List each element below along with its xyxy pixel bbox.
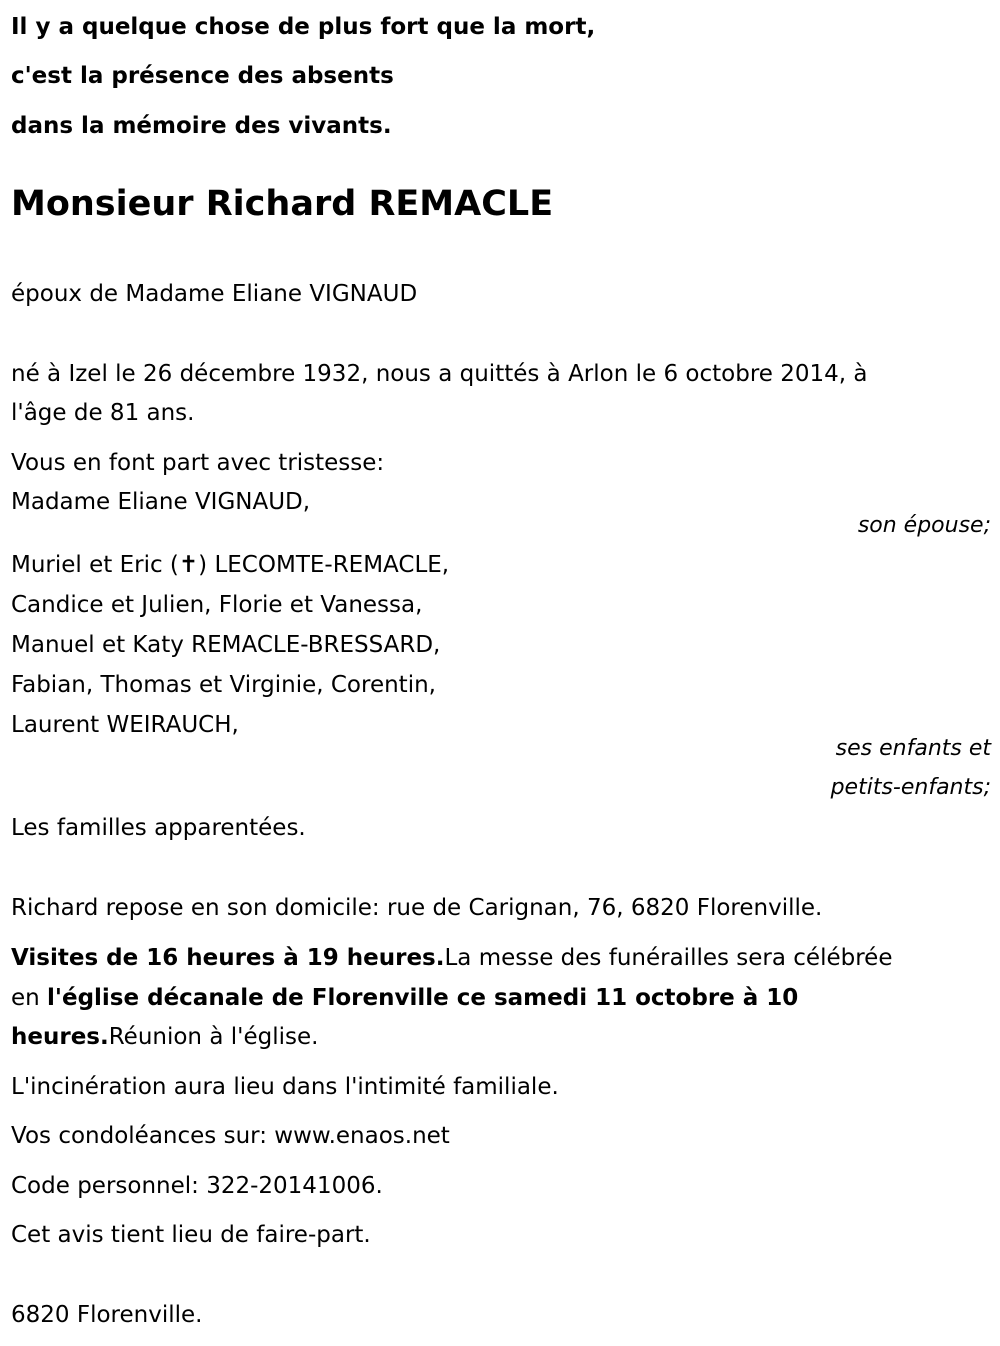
mass-hour-line (11, 1022, 318, 1052)
quote-line-3: dans la mémoire des vivants. (11, 113, 392, 139)
quote-line-1: Il y a quelque chose de plus fort que la mort, (11, 14, 596, 40)
children-role-line-1: ses enfants et (835, 736, 991, 761)
quote-line-2: c'est la présence des absents (11, 63, 394, 89)
deceased-name: Monsieur Richard REMACLE (11, 184, 554, 224)
visits-mass-line (11, 943, 892, 973)
mass-en: en (11, 985, 48, 1011)
child-line: Muriel et Eric (✝) LECOMTE-REMACLE, (11, 552, 450, 578)
child-line: Laurent WEIRAUCH, (11, 712, 239, 738)
mass-place: l'église décanale de Florenville ce samedi 11 octobre à 10 (47, 985, 799, 1011)
mass-hour: heures. (11, 1024, 109, 1050)
meeting-text: Réunion à l'église. (108, 1024, 319, 1050)
spouse-name: Madame Eliane VIGNAUD, (11, 489, 311, 515)
code-line: Code personnel: 322-20141006. (11, 1173, 383, 1199)
mass-text: La messe des funérailles sera célébrée (444, 945, 893, 971)
birth-death-line-2: l'âge de 81 ans. (11, 400, 195, 426)
visits-hours: Visites de 16 heures à 19 heures. (11, 945, 445, 971)
notice-line: Cet avis tient lieu de faire-part. (11, 1222, 371, 1248)
child-line: Fabian, Thomas et Virginie, Corentin, (11, 672, 436, 698)
relatives-line: Les familles apparentées. (11, 815, 306, 841)
spouse-role: son épouse; (857, 513, 991, 538)
child-line: Candice et Julien, Florie et Vanessa, (11, 592, 423, 618)
condolences-line: Vos condoléances sur: www.enaos.net (11, 1123, 450, 1149)
child-line: Manuel et Katy REMACLE-BRESSARD, (11, 632, 441, 658)
rest-line: Richard repose en son domicile: rue de Carignan, 76, 6820 Florenville. (11, 895, 823, 921)
birth-death-line-1: né à Izel le 26 décembre 1932, nous a quittés à Arlon le 6 octobre 2014, à (11, 361, 868, 387)
mass-place-line (11, 983, 798, 1013)
spouse-line: époux de Madame Eliane VIGNAUD (11, 281, 418, 307)
children-role-line-2: petits-enfants; (830, 775, 991, 800)
announcement-intro: Vous en font part avec tristesse: (11, 450, 385, 476)
location-line: 6820 Florenville. (11, 1302, 203, 1328)
cremation-line: L'incinération aura lieu dans l'intimité familiale. (11, 1074, 559, 1100)
